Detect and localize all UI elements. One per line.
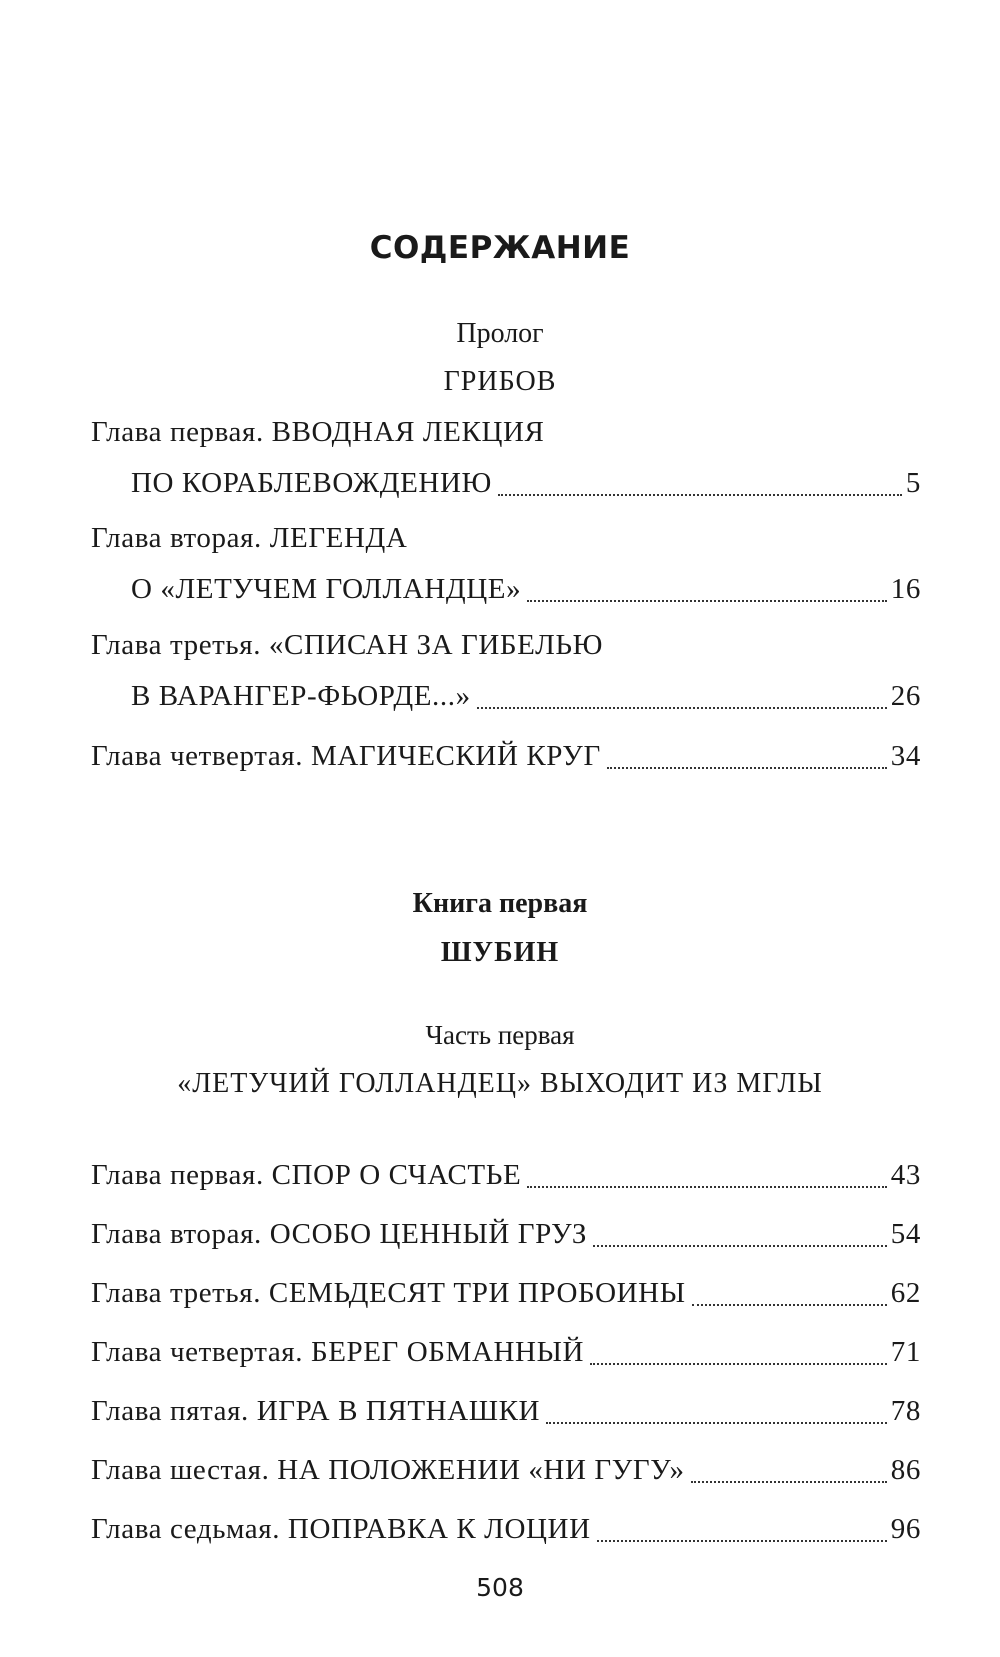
- toc-entry-title: Глава шестая. НА ПОЛОЖЕНИИ «НИ ГУГУ»: [91, 1454, 685, 1486]
- toc-entry-page: 86: [890, 1454, 921, 1486]
- toc-entry-title: Глава четвертая. БЕРЕГ ОБМАННЫЙ: [91, 1336, 585, 1368]
- toc-entry: [91, 1395, 921, 1431]
- toc-entry-page: 62: [890, 1277, 921, 1309]
- toc-entry-page: 34: [890, 740, 921, 772]
- dot-leader: [593, 1245, 887, 1247]
- dot-leader: [607, 767, 887, 769]
- toc-entry: [131, 573, 921, 609]
- book-name: ШУБИН: [440, 937, 560, 968]
- toc-entry-title: Глава первая. СПОР О СЧАСТЬЕ: [91, 1159, 522, 1191]
- page-number: 508: [476, 1573, 524, 1602]
- toc-entry-line: Глава третья. «СПИСАН ЗА ГИБЕЛЬЮ: [91, 629, 604, 661]
- toc-entry-title: ПО КОРАБЛЕВОЖДЕНИЮ: [131, 467, 492, 499]
- prologue-label: Пролог: [456, 318, 544, 349]
- dot-leader: [527, 600, 887, 602]
- prologue-name: ГРИБОВ: [443, 366, 557, 397]
- toc-entry-page: 54: [890, 1218, 921, 1250]
- toc-entry-title: Глава вторая. ОСОБО ЦЕННЫЙ ГРУЗ: [91, 1218, 588, 1250]
- book-label: Книга первая: [412, 888, 588, 919]
- dot-leader: [498, 494, 902, 496]
- toc-entry-page: 26: [890, 680, 921, 712]
- dot-leader: [590, 1363, 887, 1365]
- toc-entry: [91, 1159, 921, 1195]
- toc-entry: [91, 1218, 921, 1254]
- toc-entry: [91, 1513, 921, 1549]
- toc-entry: [91, 1454, 921, 1490]
- toc-entry: [91, 740, 921, 776]
- toc-entry: [91, 1277, 921, 1313]
- dot-leader: [546, 1422, 887, 1424]
- toc-entry-page: 16: [890, 573, 921, 605]
- toc-entry-page: 78: [890, 1395, 921, 1427]
- toc-entry-page: 5: [905, 467, 921, 499]
- toc-entry-page: 96: [890, 1513, 921, 1545]
- toc-entry-title: В ВАРАНГЕР-ФЬОРДЕ...»: [131, 680, 471, 712]
- dot-leader: [477, 707, 887, 709]
- contents-heading: СОДЕРЖАНИЕ: [369, 230, 631, 266]
- toc-entry-line: Глава первая. ВВОДНАЯ ЛЕКЦИЯ: [91, 416, 545, 448]
- toc-entry: [131, 680, 921, 716]
- toc-entry-line: Глава вторая. ЛЕГЕНДА: [91, 522, 408, 554]
- part-label: Часть первая: [425, 1020, 575, 1050]
- dot-leader: [597, 1540, 887, 1542]
- toc-entry-title: Глава седьмая. ПОПРАВКА К ЛОЦИИ: [91, 1513, 591, 1545]
- toc-entry-title: О «ЛЕТУЧЕМ ГОЛЛАНДЦЕ»: [131, 573, 522, 605]
- toc-entry-title: Глава пятая. ИГРА В ПЯТНАШКИ: [91, 1395, 541, 1427]
- toc-entry: [91, 1336, 921, 1372]
- toc-entry-page: 43: [890, 1159, 921, 1191]
- toc-entry-title: Глава четвертая. МАГИЧЕСКИЙ КРУГ: [91, 740, 601, 772]
- dot-leader: [692, 1304, 887, 1306]
- part-name: «ЛЕТУЧИЙ ГОЛЛАНДЕЦ» ВЫХОДИТ ИЗ МГЛЫ: [177, 1068, 823, 1099]
- toc-entry-page: 71: [890, 1336, 921, 1368]
- dot-leader: [527, 1186, 887, 1188]
- toc-entry: [131, 467, 921, 503]
- toc-entry-title: Глава третья. СЕМЬДЕСЯТ ТРИ ПРОБОИНЫ: [91, 1277, 686, 1309]
- dot-leader: [691, 1481, 887, 1483]
